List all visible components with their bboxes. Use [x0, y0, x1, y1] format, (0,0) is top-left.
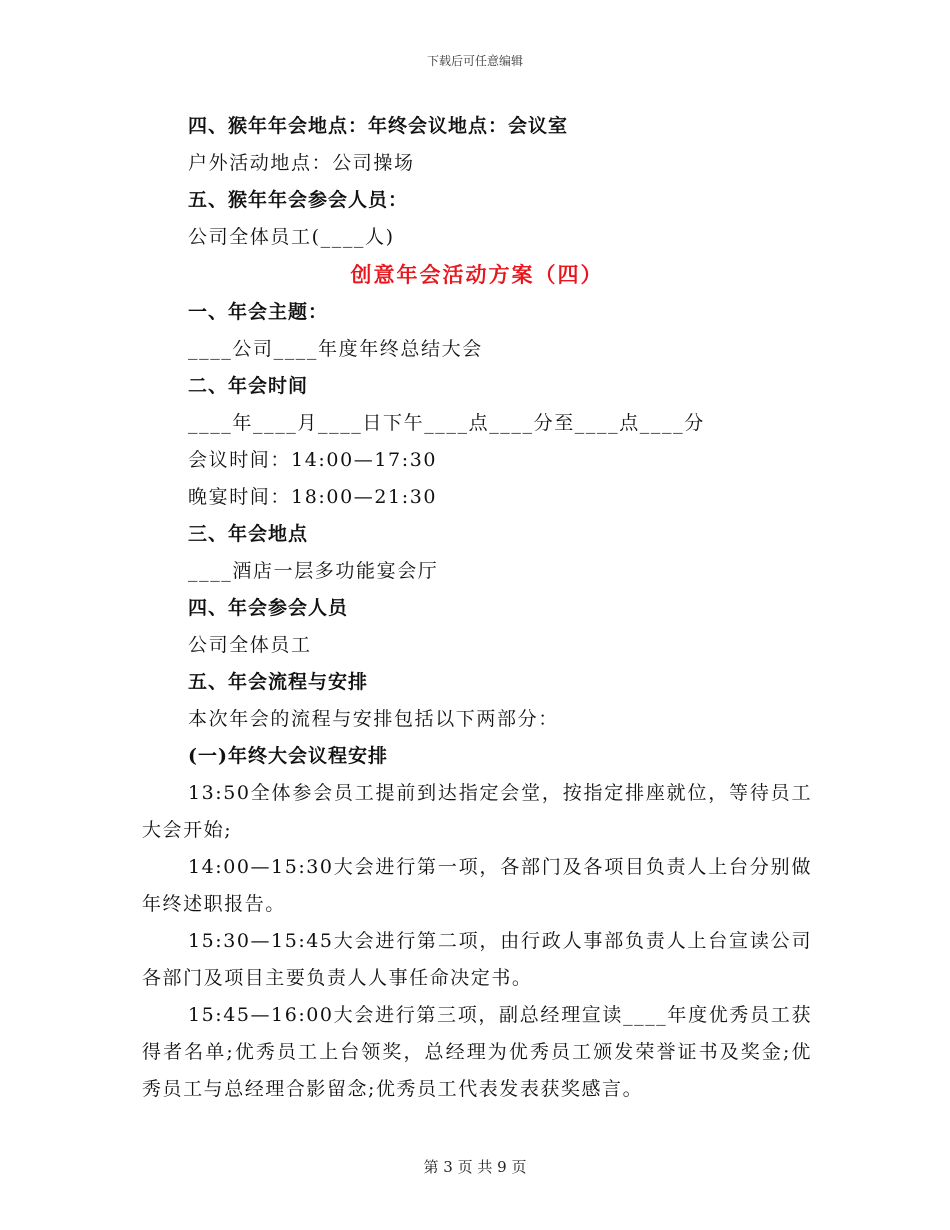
- agenda-paragraph: 15:45—16:00大会进行第三项，副总经理宣读____年度优秀员工获得者名单;优秀员工上台领奖，总经理为优秀员工颁发荣誉证书及奖金;优秀员工与总经理合影留念;优秀员工代表发表获奖感言。: [142, 1004, 812, 1100]
- heading-attendees: 四、年会参会人员: [188, 597, 349, 619]
- heading-agenda: (一)年终大会议程安排: [188, 745, 388, 767]
- attendees-line: 公司全体员工: [188, 634, 312, 656]
- heading-monkey-year-venue: 四、猴年年会地点：年终会议地点：会议室: [188, 115, 569, 137]
- outdoor-venue-line: 户外活动地点：公司操场: [188, 152, 415, 174]
- section-title: 创意年会活动方案（四）: [350, 262, 604, 287]
- heading-theme: 一、年会主题：: [188, 301, 329, 323]
- heading-process: 五、年会流程与安排: [188, 671, 369, 693]
- page-number: 第 3 页 共 9 页: [423, 1158, 527, 1176]
- agenda-paragraph: 13:50全体参会员工提前到达指定会堂，按指定排座就位，等待员工大会开始;: [142, 782, 812, 841]
- theme-line: ____公司____年度年终总结大会: [188, 338, 483, 360]
- attendees-count-line: 公司全体员工(____人): [188, 226, 395, 248]
- date-time-line: ____年____月____日下午____点____分至____点____分: [188, 412, 705, 434]
- meeting-time-line: 会议时间：14:00—17:30: [188, 449, 438, 471]
- agenda-paragraph: 14:00—15:30大会进行第一项，各部门及各项目负责人上台分别做年终述职报告。: [142, 856, 812, 915]
- agenda-paragraph: 15:30—15:45大会进行第二项，由行政人事部负责人上台宣读公司各部门及项目主要负责人人事任命决定书。: [142, 930, 812, 989]
- page-header: 下载后可任意编辑: [426, 54, 523, 68]
- dinner-time-line: 晚宴时间：18:00—21:30: [188, 486, 438, 508]
- heading-time: 二、年会时间: [188, 375, 309, 397]
- heading-monkey-year-attendees: 五、猴年年会参会人员：: [188, 189, 409, 211]
- heading-venue: 三、年会地点: [188, 523, 309, 545]
- venue-line: ____酒店一层多功能宴会厅: [188, 560, 439, 582]
- process-intro-line: 本次年会的流程与安排包括以下两部分：: [188, 708, 559, 730]
- document-body: [142, 108, 812, 1108]
